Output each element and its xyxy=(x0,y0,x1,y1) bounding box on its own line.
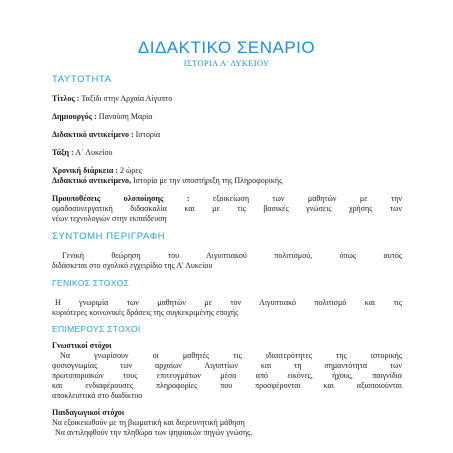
class-value: Α΄ Λυκείου xyxy=(75,148,113,157)
subject-row xyxy=(52,130,402,140)
prereq-line3: νέων τεχνολογιών στην εκπαίδευση xyxy=(52,214,167,223)
ped-line2: Να αντιληφθούν την πληθώρα των ψηφιακών πηγών γνώσης. xyxy=(55,428,253,437)
page-title: ΔΙΔΑΚΤΙΚΟ ΣΕΝΑΡΙΟ xyxy=(137,38,316,57)
prereq-line2: ομαδοσυνεργατική διδασκαλία και με τις βασικές γνώσεις χρήσης των xyxy=(52,204,402,213)
duration-row xyxy=(52,166,402,176)
cog-line3: πρωτοποριακών τους επιτευγμάτων μέσα από εικόνες, ήχους, παιγνίδια xyxy=(52,371,402,380)
page-subtitle: ΙΣΤΟΡΙΑ Α' ΛΥΚΕΙΟΥ xyxy=(183,58,270,68)
ped-line1: Να εξοικειωθούν με τη βιωματική και διερευνητική μάθηση xyxy=(52,418,245,427)
summary-heading: ΣΥΝΤΟΜΗ ΠΕΡΙΓΡΑΦΗ xyxy=(52,231,166,242)
title-label: Τίτλος : xyxy=(52,94,80,103)
cog-line2: φυσιογνωμίας των αρχαίων Αιγυπτίων και τη σημαντότητα των xyxy=(52,361,402,370)
subject-label: Διδακτικό αντικείμενο : xyxy=(52,130,134,139)
title-value: Ταξίδι στην Αρχαία Αίγυπτο xyxy=(81,94,173,103)
duration-label: Χρονική διάρκεια : xyxy=(52,166,118,175)
cog-line4: και ενδιαφέρουσες πληροφορίες που προσφέρονται και αξιοποιούνται xyxy=(52,381,402,390)
prereq-line1: εξοικείωση των μαθητών με την xyxy=(212,194,402,203)
prereq-row xyxy=(52,194,402,204)
prereq-label: Προυποθέσεις υλοποίησης : xyxy=(52,194,190,203)
class-row xyxy=(52,148,402,158)
creator-row xyxy=(52,112,402,122)
creator-value: Πανούση Μαρία xyxy=(98,112,153,121)
cog-line1: Να γνωρίσουν οι μαθητές τις ιδιαιτερότητες της ιστορικής xyxy=(60,351,402,360)
pedagogic-heading xyxy=(52,408,402,418)
cog-line5: αποκλειστικά στο διαδίκτυο xyxy=(52,391,143,400)
creator-label: Δημιουργός : xyxy=(52,112,97,121)
subject2-row xyxy=(52,176,402,186)
goal-line1: Η γνωριμία των μαθητών με τον Αιγυπτιακό πολιτισμό και τις xyxy=(55,298,402,307)
subject2-value: Ιστορία με την υποστήριξη της Πληροφορικής xyxy=(133,176,283,185)
pedagogic-heading-text: Παιδαγωγικοί στόχοι xyxy=(52,408,125,417)
class-label: Τάξη : xyxy=(52,148,74,157)
subject2-label: Διδακτικό αντικείμενο, xyxy=(52,176,132,185)
cognitive-heading xyxy=(52,341,402,351)
goal-line2: κυριότερες κοινωνικές δράσεις της συγκεκριμένης εποχής xyxy=(52,308,239,317)
identity-heading: ΤΑΥΤΟΤΗΤΑ xyxy=(52,74,112,85)
duration-value: 2 ώρες xyxy=(119,166,142,175)
title-row xyxy=(52,94,402,104)
summary-line2: διδάσκεται στο σχολικό εγχειρίδιο της Α' Λυκείου xyxy=(52,261,213,270)
goal-heading: ΓΕΝΙΚΟΣ ΣΤΟΧΟΣ xyxy=(52,278,130,288)
cognitive-heading-text: Γνωστικοί στόχοι xyxy=(52,341,112,350)
specific-heading: ΕΠΙΜΕΡΟΥΣ ΣΤΟΧΟΙ xyxy=(52,324,141,334)
summary-line1: Γενική θεώρηση του Αιγυπτιακού πολιτισμού, όπως αυτός xyxy=(62,251,402,260)
subject-value: Ιστορία xyxy=(135,130,161,139)
